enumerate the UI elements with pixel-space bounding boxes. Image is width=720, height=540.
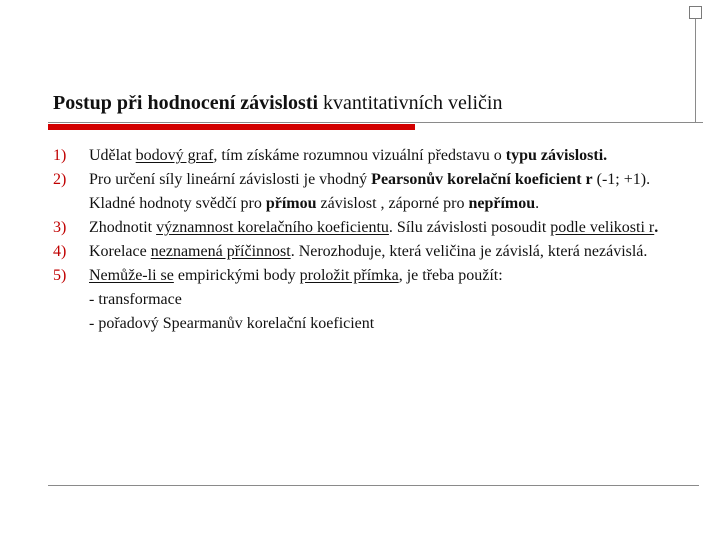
item-text-underlined: významnost korelačního koeficientu xyxy=(156,219,389,236)
item-text-bold: nepřímou xyxy=(468,195,536,212)
item-text-bold: přímou xyxy=(265,195,317,212)
list-item-1 xyxy=(53,144,683,168)
item-text-bold: typu závislosti. xyxy=(505,147,608,164)
item-text: empirickými body xyxy=(173,267,300,284)
item-text: Zhodnotit xyxy=(89,219,157,236)
item-text: . Sílu závislosti posoudit xyxy=(388,219,551,236)
item-text: závislost , záporné pro xyxy=(316,195,469,212)
sub-item-transformation: - transformace xyxy=(89,291,182,308)
list-number: 1) xyxy=(53,147,67,164)
item-text-underlined: neznamená příčinnost xyxy=(150,243,291,260)
item-text: . Nerozhoduje, která veličina je závislá, která nezávislá. xyxy=(290,243,648,260)
item-text: , tím získáme rozumnou vizuální představu o xyxy=(213,147,506,164)
corner-square-decoration xyxy=(689,6,702,19)
item-text-underlined: podle velikosti r xyxy=(550,219,655,236)
list-item-4 xyxy=(53,240,683,264)
item-text: , je třeba použít: xyxy=(398,267,503,284)
item-text-underlined: bodový graf xyxy=(135,147,214,164)
item-text: (-1; +1). Kladné hodnoty svědčí pro xyxy=(89,171,651,212)
item-text-bold: Pearsonův korelační koeficient r xyxy=(371,171,593,188)
steps-list xyxy=(53,144,683,336)
slide-title xyxy=(53,90,502,116)
slide-title-normal: kvantitativních veličin xyxy=(318,92,503,114)
item-text-underlined: proložit přímka xyxy=(299,267,399,284)
item-text: Korelace xyxy=(89,243,151,260)
list-number: 2) xyxy=(53,171,67,188)
item-text-underlined: Nemůže-li se xyxy=(89,267,174,284)
list-item-5 xyxy=(53,264,683,336)
title-underline-red-bar xyxy=(48,124,415,130)
item-text: . xyxy=(535,195,540,212)
sub-item-spearman: - pořadový Spearmanův korelační koeficient xyxy=(89,315,375,332)
list-item-3 xyxy=(53,216,683,240)
list-number: 3) xyxy=(53,219,67,236)
list-number: 5) xyxy=(53,267,67,284)
item-text: Pro určení síly lineární závislosti je vhodný xyxy=(89,171,372,188)
list-number: 4) xyxy=(53,243,67,260)
title-underline-gray xyxy=(48,122,703,123)
bottom-rule xyxy=(48,485,699,486)
item-text: Udělat xyxy=(89,147,136,164)
item-text-bold: . xyxy=(654,219,659,236)
list-item-2 xyxy=(53,168,683,216)
slide-title-bold: Postup při hodnocení závislosti xyxy=(53,92,319,114)
vertical-rule-decoration xyxy=(695,19,696,123)
